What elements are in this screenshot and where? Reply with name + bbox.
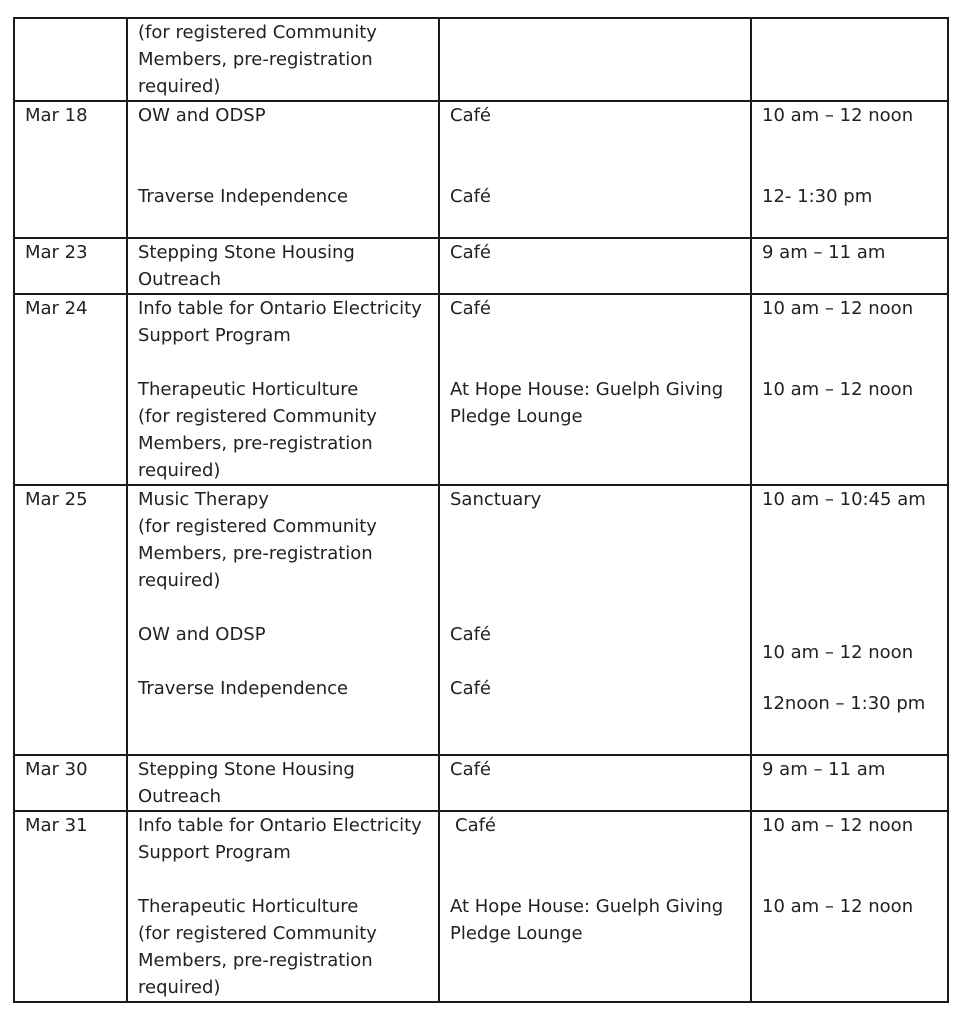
event-line: Music Therapy [138, 489, 269, 510]
time-cell [751, 294, 948, 485]
time-line: 10 am – 12 noon [762, 642, 914, 663]
event-line: Support Program [138, 325, 291, 346]
time-cell [751, 755, 948, 811]
event-line: Support Program [138, 842, 291, 863]
event-line: Stepping Stone Housing [138, 759, 355, 780]
time-cell [751, 811, 948, 1002]
date-cell: Mar 30 [14, 755, 127, 811]
event-line: Stepping Stone Housing [138, 242, 355, 263]
location-cell [439, 294, 751, 485]
event-line: Traverse Independence [138, 186, 349, 207]
time-line: 9 am – 11 am [762, 242, 886, 263]
time-line: 10 am – 12 noon [762, 379, 914, 400]
location-line: At Hope House: Guelph Giving [450, 379, 724, 400]
location-line: Café [450, 242, 492, 263]
event-line: (for registered Community [138, 406, 377, 427]
event-line: required) [138, 460, 221, 481]
time-line: 12noon – 1:30 pm [762, 693, 926, 714]
event-line: required) [138, 76, 221, 97]
location-cell [439, 238, 751, 294]
date-cell [14, 18, 127, 101]
event-line: (for registered Community [138, 22, 377, 43]
time-line: 10 am – 10:45 am [762, 489, 926, 510]
table-row [14, 811, 948, 1002]
event-line: required) [138, 977, 221, 998]
location-cell [439, 755, 751, 811]
event-line: Members, pre-registration [138, 950, 373, 971]
location-line: Café [450, 298, 492, 319]
event-line: OW and ODSP [138, 624, 266, 645]
time-line: 9 am – 11 am [762, 759, 886, 780]
location-line: Café [450, 759, 492, 780]
location-cell [439, 485, 751, 755]
time-line: 10 am – 12 noon [762, 896, 914, 917]
location-line: Café [450, 678, 492, 699]
location-line: Pledge Lounge [450, 406, 583, 427]
table-row [14, 238, 948, 294]
event-line: Members, pre-registration [138, 543, 373, 564]
location-cell [439, 101, 751, 238]
time-line: 10 am – 12 noon [762, 298, 914, 319]
table-row [14, 755, 948, 811]
table-row [14, 294, 948, 485]
schedule-table [13, 17, 949, 1003]
time-cell [751, 18, 948, 101]
event-line: required) [138, 570, 221, 591]
location-cell [439, 18, 751, 101]
time-line: 10 am – 12 noon [762, 815, 914, 836]
event-line: Members, pre-registration [138, 49, 373, 70]
event-cell [127, 755, 439, 811]
event-line: Outreach [138, 786, 222, 807]
event-cell [127, 238, 439, 294]
location-line: Café [450, 105, 492, 126]
location-line: At Hope House: Guelph Giving [450, 896, 724, 917]
event-cell [127, 294, 439, 485]
event-line: Therapeutic Horticulture [138, 896, 359, 917]
time-line: 12- 1:30 pm [762, 186, 873, 207]
time-cell [751, 485, 948, 755]
time-cell [751, 238, 948, 294]
date-cell: Mar 24 [14, 294, 127, 485]
time-line: 10 am – 12 noon [762, 105, 914, 126]
location-line: Café [450, 186, 492, 207]
location-line: Pledge Lounge [450, 923, 583, 944]
event-cell [127, 485, 439, 755]
date-cell: Mar 23 [14, 238, 127, 294]
table-row [14, 485, 948, 755]
event-line: (for registered Community [138, 923, 377, 944]
event-line: Therapeutic Horticulture [138, 379, 359, 400]
event-line: Traverse Independence [138, 678, 349, 699]
location-line: Café [450, 624, 492, 645]
table-row [14, 18, 948, 101]
event-line: Info table for Ontario Electricity [138, 298, 422, 319]
date-cell: Mar 31 [14, 811, 127, 1002]
event-line: OW and ODSP [138, 105, 266, 126]
date-cell: Mar 18 [14, 101, 127, 238]
event-cell [127, 811, 439, 1002]
event-line: Members, pre-registration [138, 433, 373, 454]
event-line: Info table for Ontario Electricity [138, 815, 422, 836]
event-cell [127, 18, 439, 101]
table-row [14, 101, 948, 238]
event-line: (for registered Community [138, 516, 377, 537]
location-cell [439, 811, 751, 1002]
location-line: Sanctuary [450, 489, 542, 510]
time-cell [751, 101, 948, 238]
event-cell [127, 101, 439, 238]
event-line: Outreach [138, 269, 222, 290]
location-line: Café [455, 815, 497, 836]
date-cell: Mar 25 [14, 485, 127, 755]
